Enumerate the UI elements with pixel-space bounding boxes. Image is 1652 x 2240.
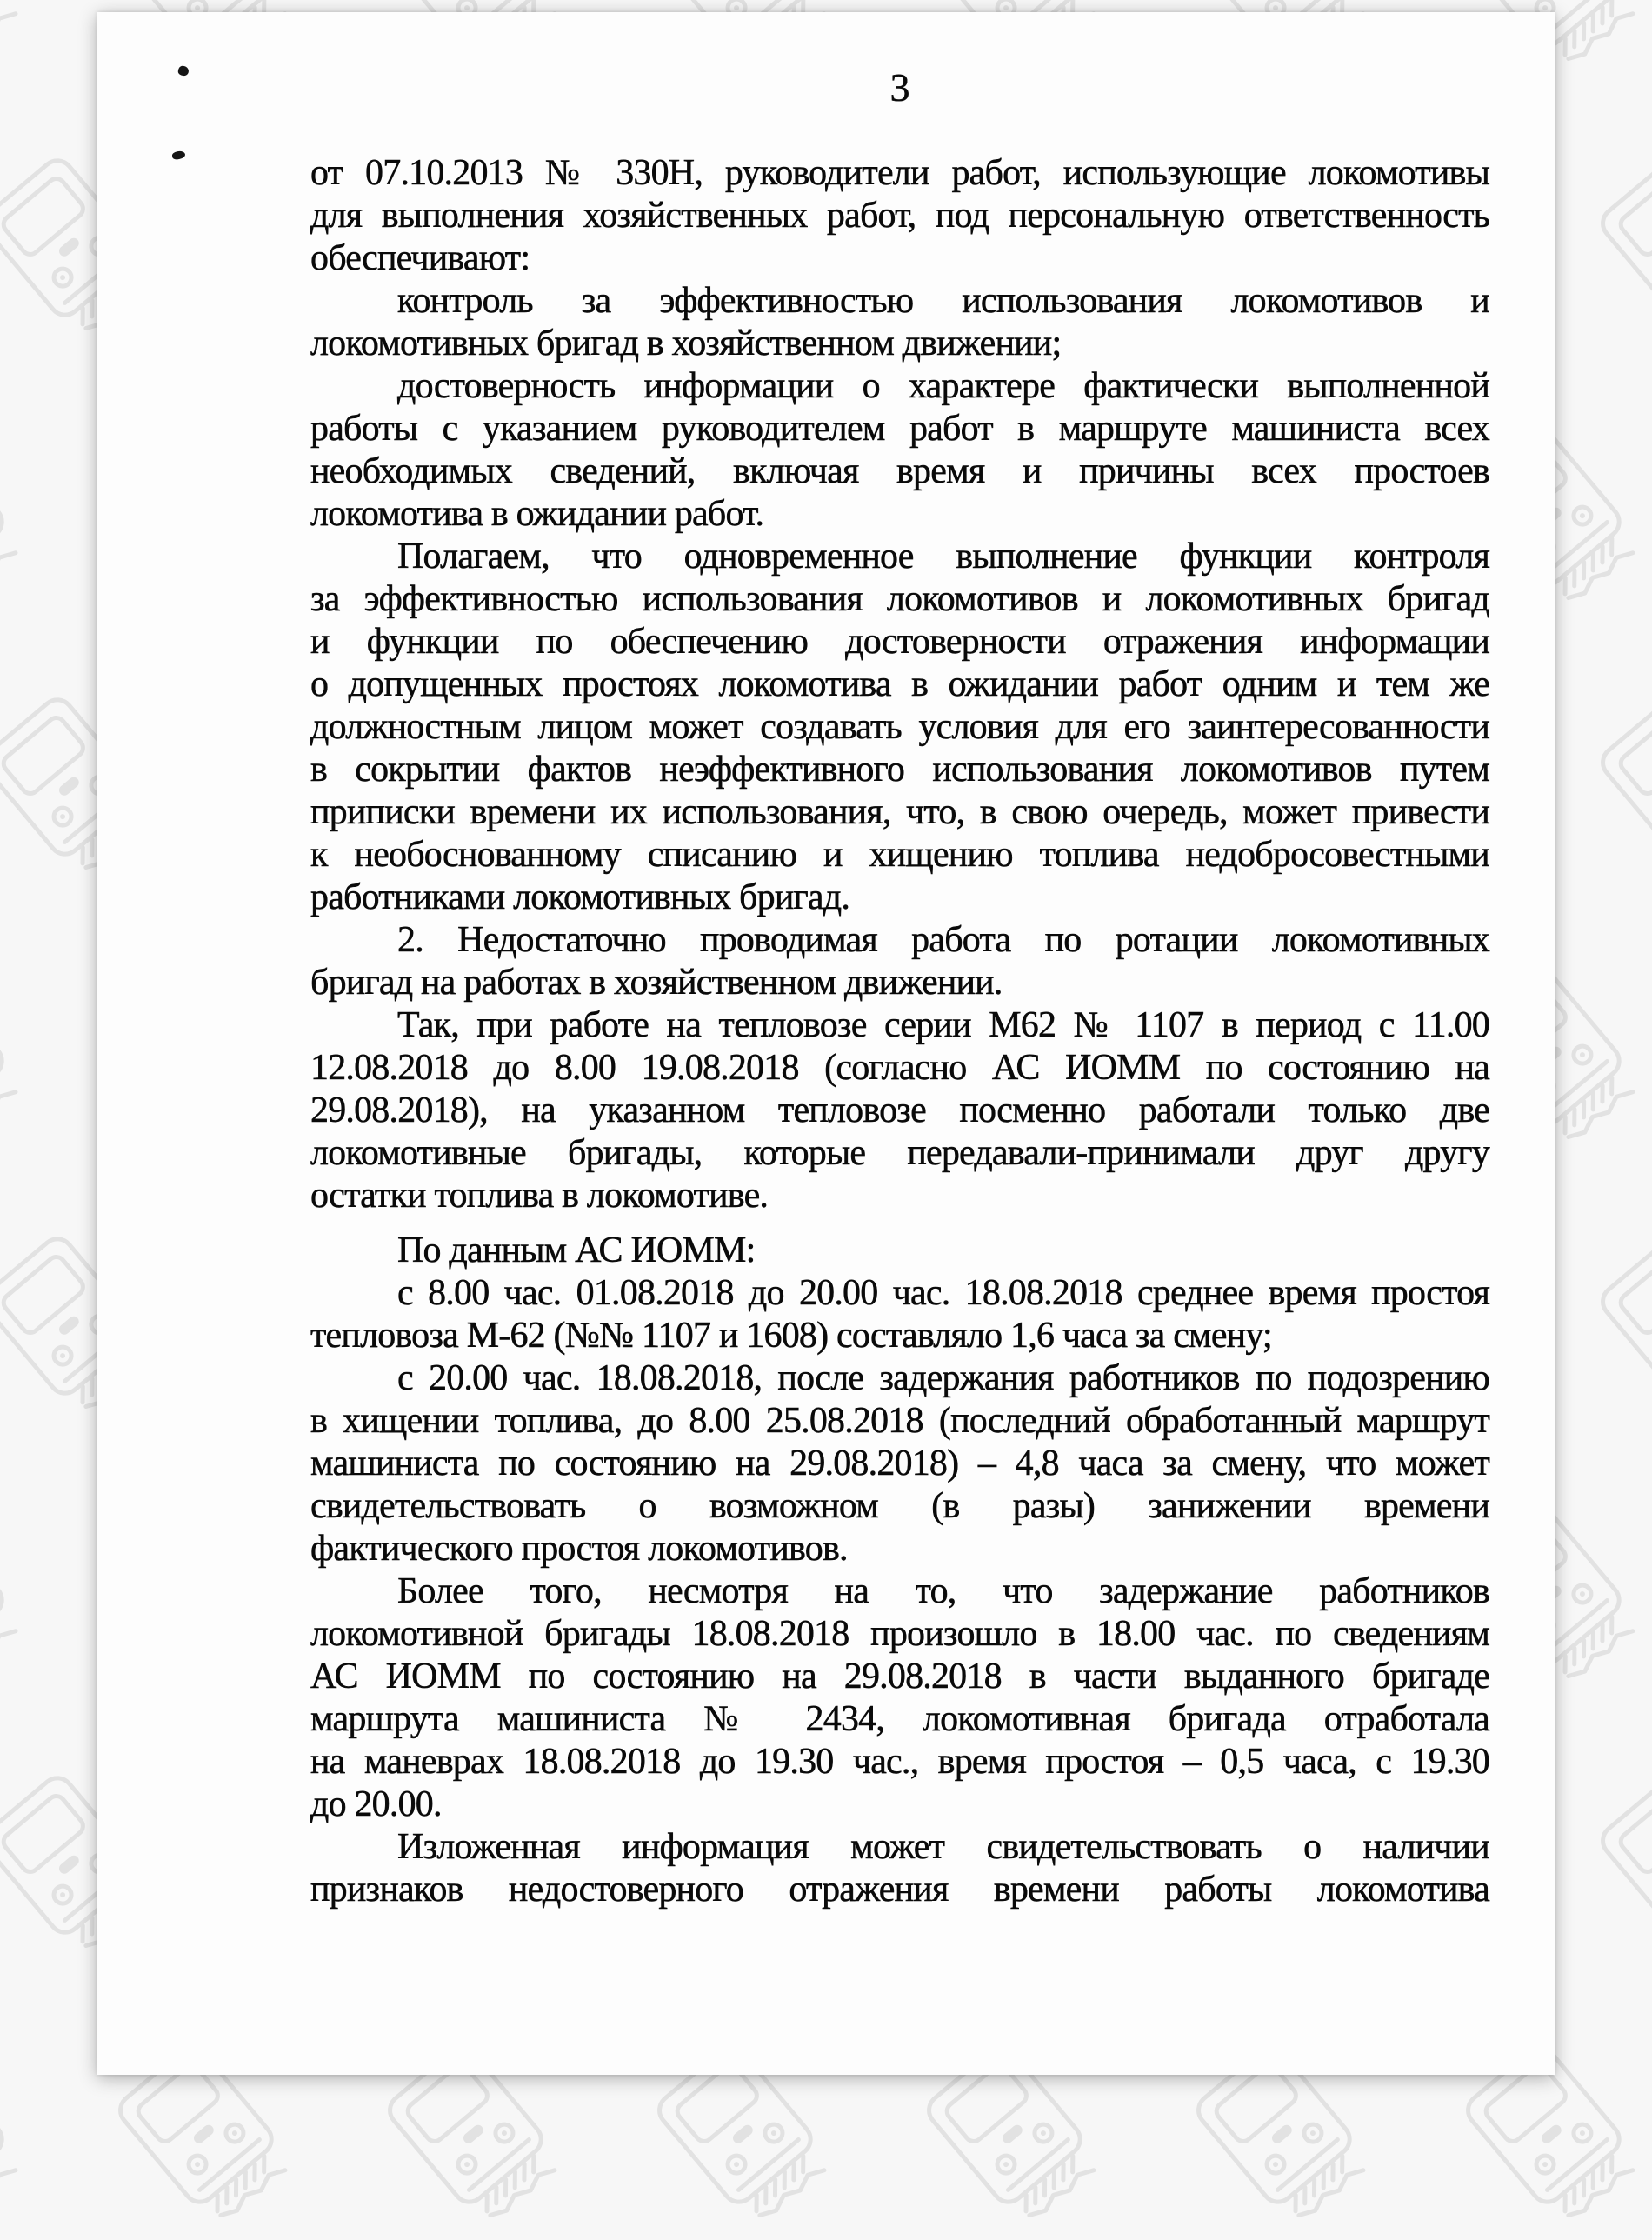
scan-speck [171,150,185,160]
text-line: о допущенных простоях локомотива в ожидании работ одним и тем же [310,664,1489,704]
text-line: остатки топлива в локомотиве. [310,1176,769,1216]
text-line: с 20.00 час. 18.08.2018, после задержания работников по подозрению [397,1358,1489,1398]
text-line: свидетельствовать о возможном (в разы) занижении времени [310,1486,1489,1526]
text-line: тепловоза М-62 (№№ 1107 и 1608) составляло 1,6 часа за смену; [310,1316,1272,1356]
text-line: 2. Недостаточно проводимая работа по ротации локомотивных [397,920,1489,960]
text-line: По данным АС ИОММ: [397,1230,756,1270]
train-front-icon [1583,1221,1652,1431]
text-line: локомотивной бригады 18.08.2018 произошло в 18.00 час. по сведениям [310,1614,1489,1654]
text-line: маршрута машиниста № 2434, локомотивная бригада отработала [310,1699,1489,1739]
text-line: работы с указанием руководителем работ в маршруте машиниста всех [310,409,1489,449]
paragraph [310,1272,1489,1357]
text-line: приписки времени их использования, что, в свою очередь, может привести [310,792,1489,832]
scan-speck [177,65,190,77]
text-line: Полагаем, что одновременное выполнение функции контроля [397,537,1489,577]
text-line: бригад на работах в хозяйственном движении. [310,963,1003,1003]
text-line: обеспечивают: [310,238,530,278]
text-line: за эффективностью использования локомотивов и локомотивных бригад [310,579,1489,619]
text-line: до 20.00. [310,1784,442,1824]
paragraph [310,1357,1489,1570]
text-line: в хищении топлива, до 8.00 25.08.2018 (последний обработанный маршрут [310,1401,1489,1441]
text-line: контроль за эффективностью использования локомотивов и [397,281,1489,321]
train-front-icon [0,0,38,83]
text-line: на маневрах 18.08.2018 до 19.30 час., время простоя – 0,5 часа, с 19.30 [310,1742,1489,1782]
train-front-icon [0,2030,38,2240]
text-line: локомотива в ожидании работ. [310,494,764,534]
train-front-icon [1583,143,1652,353]
text-line: Так, при работе на тепловозе серии М62 № 1107 в период с 11.00 [397,1005,1489,1045]
text-line: признаков недостоверного отражения времени работы локомотива [310,1870,1489,1910]
text-line: 29.08.2018), на указанном тепловозе посменно работали только две [310,1090,1489,1130]
paragraph [310,152,1489,280]
paragraph [310,1004,1489,1217]
text-line: с 8.00 час. 01.08.2018 до 20.00 час. 18.08.2018 среднее время простоя [397,1273,1489,1313]
text-line: локомотивные бригады, которые передавали-принимали друг другу [310,1133,1489,1173]
text-line: работниками локомотивных бригад. [310,877,850,917]
text-line: для выполнения хозяйственных работ, под персональную ответственность [310,196,1489,236]
paragraph [310,536,1489,919]
text-line: и функции по обеспечению достоверности отражения информации [310,622,1489,662]
text-line: машиниста по состоянию на 29.08.2018) – 4,8 часа за смену, что может [310,1443,1489,1483]
train-front-icon [0,1490,38,1701]
text-line: локомотивных бригад в хозяйственном движении; [310,323,1062,363]
train-front-icon [1583,682,1652,892]
text-line: необходимых сведений, включая время и причины всех простоев [310,451,1489,491]
text-line: АС ИОММ по состоянию на 29.08.2018 в части выданного бригаде [310,1657,1489,1697]
document-body [310,152,1489,1911]
text-line: к необоснованному списанию и хищению топлива недобросовестными [310,835,1489,875]
paragraph [310,919,1489,1004]
train-front-icon [0,412,38,623]
page-number: 3 [889,65,910,110]
paragraph [310,1570,1489,1826]
train-front-icon [0,951,38,1162]
text-line: в сокрытии фактов неэффективного использования локомотивов путем [310,750,1489,790]
paragraph [310,365,1489,536]
text-line: Более того, несмотря на то, что задержание работников [397,1571,1489,1611]
text-line: Изложенная информация может свидетельствовать о наличии [397,1827,1489,1867]
text-line: от 07.10.2013 № 330Н, руководители работ, использующие локомотивы [310,153,1489,193]
page-sheet [97,12,1555,2075]
text-line: 12.08.2018 до 8.00 19.08.2018 (согласно АС ИОММ по состоянию на [310,1048,1489,1088]
text-line: достоверность информации о характере фактически выполненной [397,366,1489,406]
paragraph [310,280,1489,365]
text-line: фактического простоя локомотивов. [310,1529,848,1569]
paragraph [310,1826,1489,1911]
text-line: должностным лицом может создавать условия для его заинтересованности [310,707,1489,747]
paragraph [310,1230,1489,1272]
train-front-icon [1583,1760,1652,1970]
